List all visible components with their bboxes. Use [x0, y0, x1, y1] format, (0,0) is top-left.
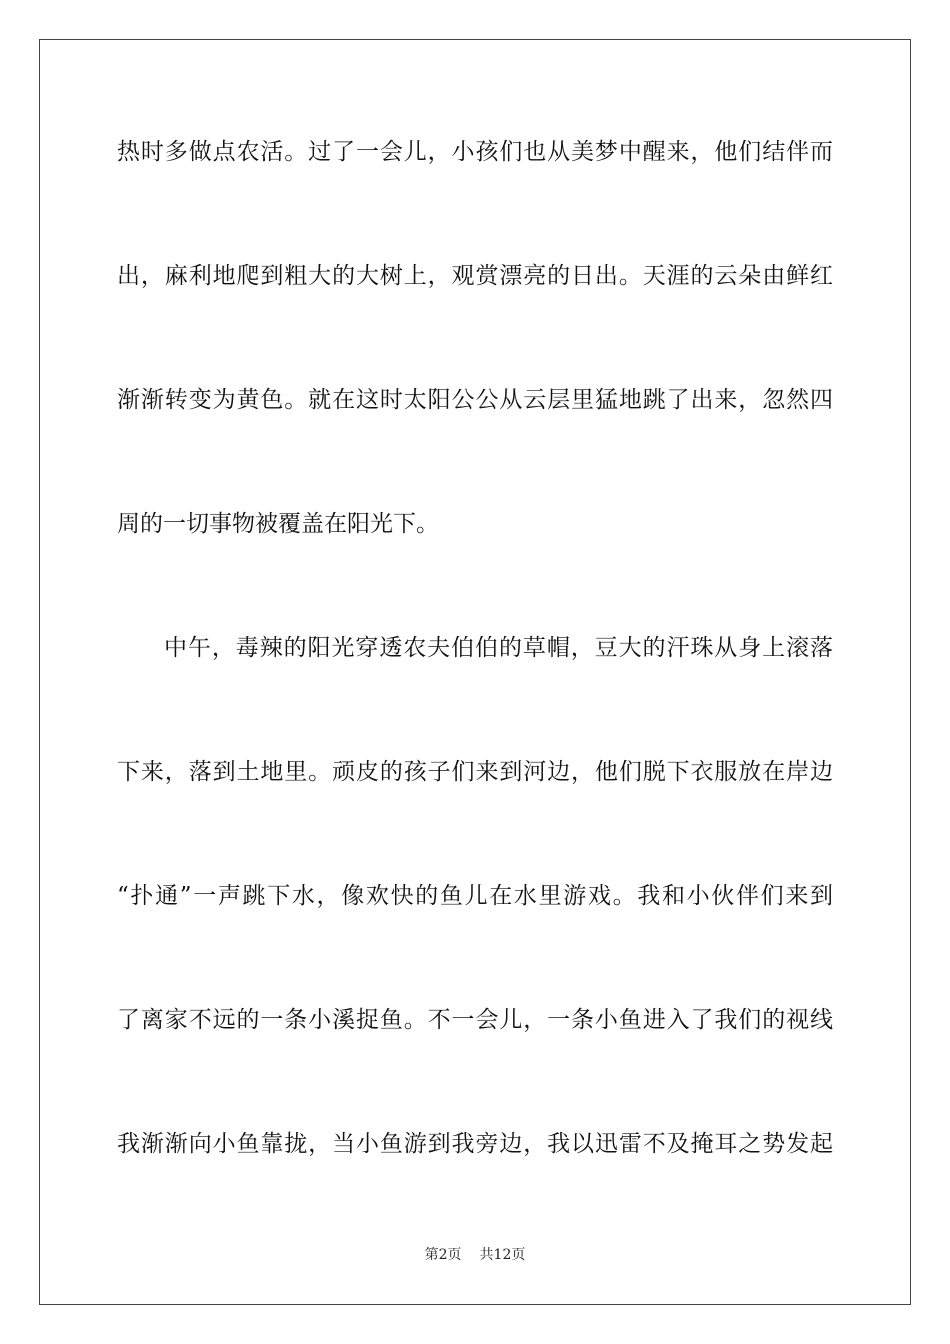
text-line-9: 我渐渐向小鱼靠拢，当小鱼游到我旁边，我以迅雷不及掩耳之势发起: [117, 1131, 833, 1157]
text-line-6: 下来，落到土地里。顽皮的孩子们来到河边，他们脱下衣服放在岸边: [117, 759, 833, 785]
text-line-7: “扑通”一声跳下水，像欢快的鱼儿在水里游戏。我和小伙伴们来到: [117, 883, 833, 909]
page-border: [39, 39, 911, 1305]
text-line-2: 出，麻利地爬到粗大的大树上，观赏漂亮的日出。天涯的云朵由鲜红: [117, 263, 833, 289]
page-total: 共12页: [479, 1247, 526, 1263]
text-line-8: 了离家不远的一条小溪捉鱼。不一会儿，一条小鱼进入了我们的视线: [117, 1007, 833, 1033]
page-footer: [0, 1246, 950, 1264]
text-line-5: 中午，毒辣的阳光穿透农夫伯伯的草帽，豆大的汗珠从身上滚落: [164, 635, 833, 661]
page-number: 第2页: [424, 1247, 462, 1263]
text-line-3: 渐渐转变为黄色。就在这时太阳公公从云层里猛地跳了出来，忽然四: [117, 387, 833, 413]
text-line-1: 热时多做点农活。过了一会儿，小孩们也从美梦中醒来，他们结伴而: [117, 139, 833, 165]
text-line-4: 周的一切事物被覆盖在阳光下。: [117, 511, 439, 537]
